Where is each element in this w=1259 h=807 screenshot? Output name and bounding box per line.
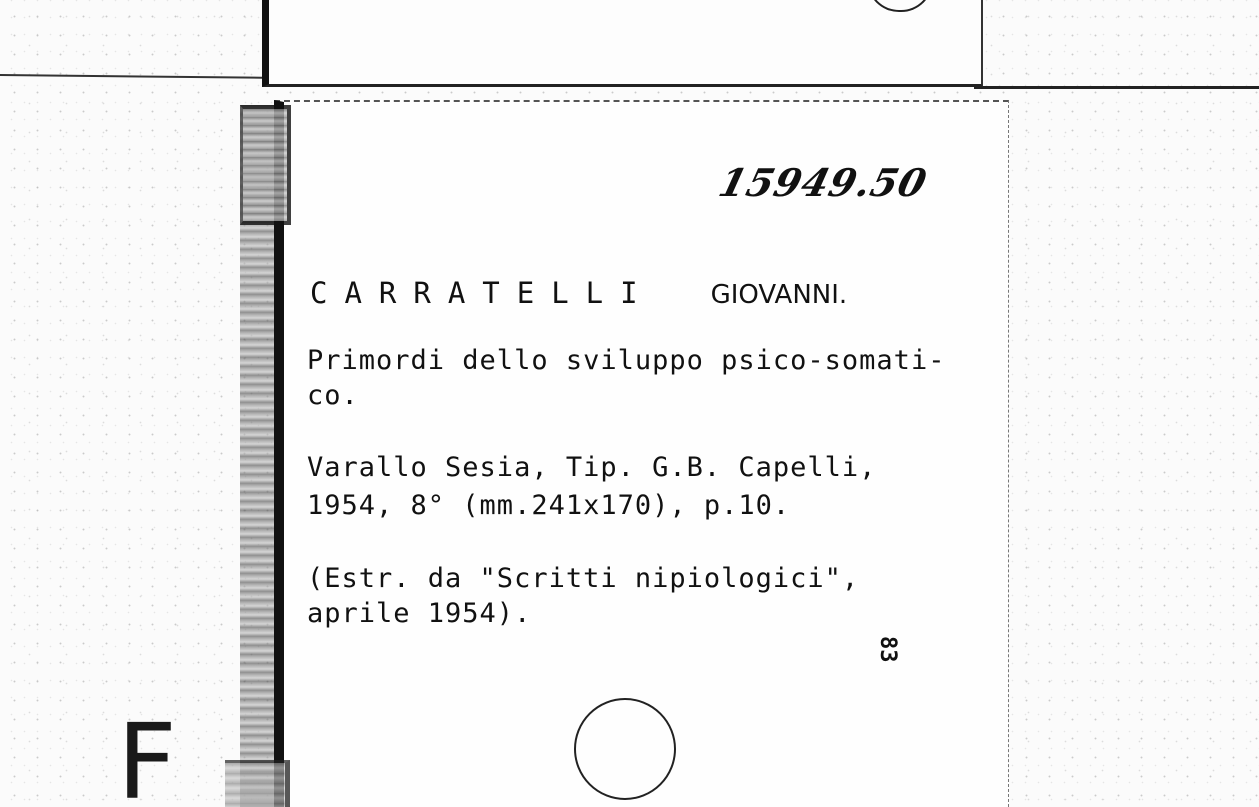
note-line: (Estr. da "Scritti nipiologici", — [307, 563, 860, 594]
punch-hole-arc — [867, 0, 933, 12]
punch-hole — [574, 698, 676, 800]
author-given-name: GIOVANNI. — [710, 280, 848, 310]
shelf-number: 15949.50 — [714, 160, 932, 205]
binding-clip-bottom — [225, 760, 290, 807]
previous-card — [262, 0, 983, 87]
margin-letter: F — [117, 701, 177, 807]
imprint-line: Varallo Sesia, Tip. G.B. Capelli, — [307, 452, 877, 483]
author-surname: CARRATELLI — [310, 276, 655, 310]
side-mark: 83 — [875, 636, 900, 663]
binding-clip-top — [240, 105, 291, 225]
card-edge-line — [974, 86, 1259, 89]
author-line — [310, 276, 847, 310]
title-line: Primordi dello sviluppo psico-somati- — [307, 345, 946, 376]
note-line: aprile 1954). — [307, 598, 532, 629]
imprint-line: 1954, 8° (mm.241x170), p.10. — [307, 490, 791, 521]
title-line: co. — [307, 380, 359, 411]
